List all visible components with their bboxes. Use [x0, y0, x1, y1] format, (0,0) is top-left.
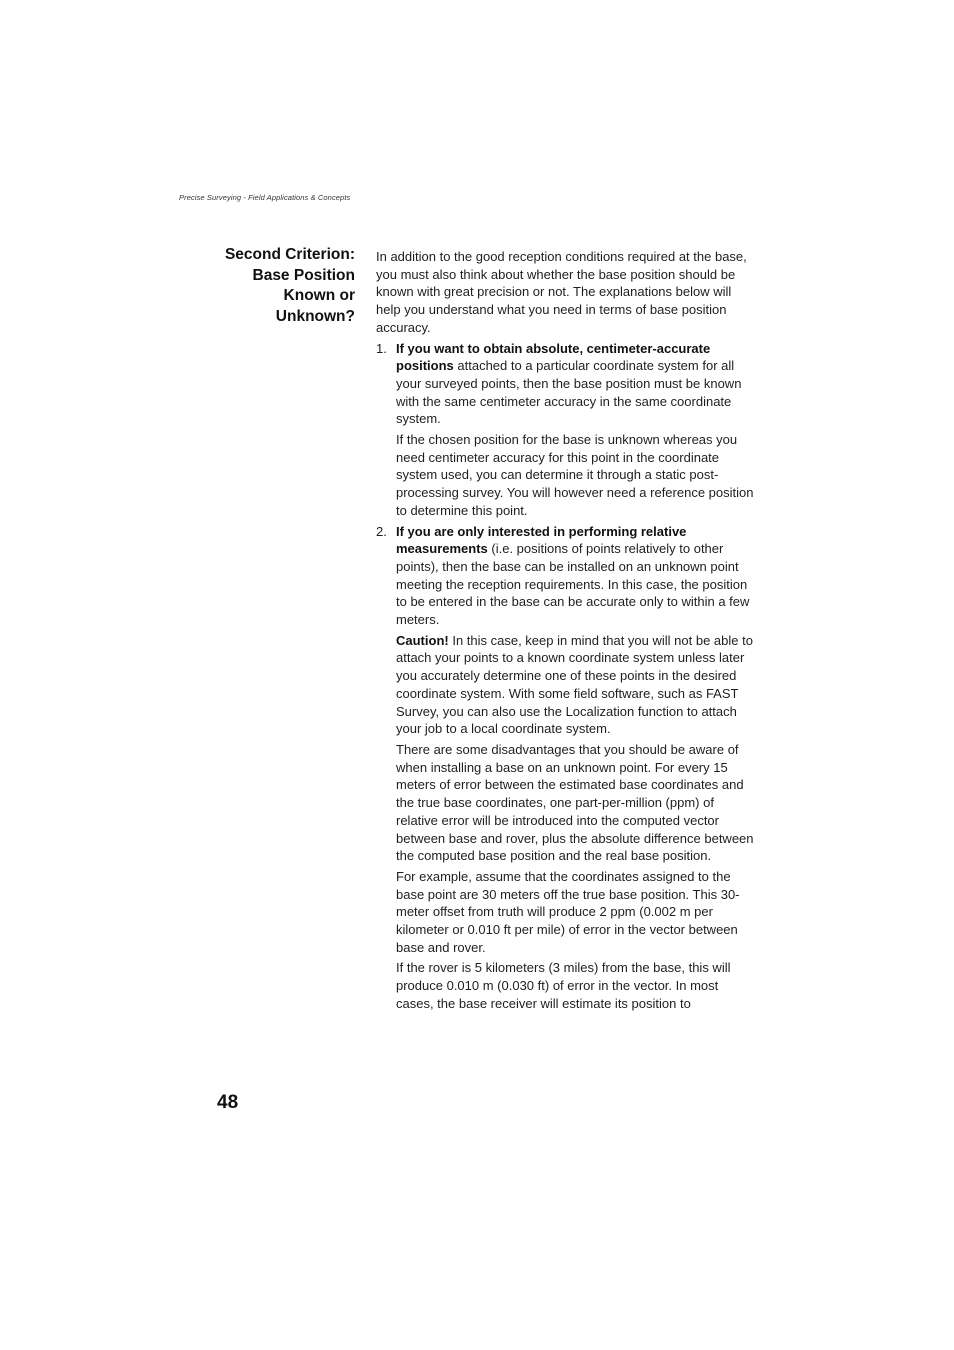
section-heading-line: Second Criterion: — [224, 246, 355, 263]
list-item — [376, 340, 756, 520]
list-item-number: 1. — [376, 340, 387, 356]
list-item-lead-bold: If you are only interested in performing relative measurements — [396, 523, 687, 557]
list-item-number: 2. — [376, 523, 387, 539]
page-number: 48 — [217, 1092, 239, 1113]
body-column — [376, 248, 756, 1016]
section-heading-line: Base Position — [252, 266, 355, 284]
list-item-lead-text: attached to a particular coordinate system for all your surveyed points, then the base position must be known with the same centimeter accuracy in the same coordinate system. — [396, 358, 742, 427]
list-item-lead-paragraph — [396, 340, 756, 429]
list-item-lead-paragraph — [396, 523, 756, 629]
running-header: Precise Surveying - Field Applications & Concepts — [179, 193, 351, 202]
list-item-paragraph: If the rover is 5 kilometers (3 miles) from the base, this will produce 0.010 m (0.030 ft) of error in the vector. In most cases, the base receiver will estimate its position to — [396, 960, 731, 1011]
list-item-paragraph: There are some disadvantages that you should be aware of when installing a base on an unknown point. For every 15 meters of error between the estimated base coordinates and the true base coordinates, one part-per-million (ppm) of relative error will be introduced into the computed vector between base and rover, plus the absolute difference between the computed base position and the real base position. — [396, 741, 754, 864]
list-item-lead-bold: If you want to obtain absolute, centimeter-accurate positions — [396, 340, 711, 374]
list-item-lead-text: (i.e. positions of points relatively to other points), then the base can be installed on an unknown point meeting the reception requirements. In this case, the position to be entered in the base can be accurate only to within a few meters. — [396, 541, 750, 628]
section-heading — [150, 245, 355, 327]
section-heading-line: Unknown? — [275, 307, 355, 325]
list-item-paragraph: For example, assume that the coordinates assigned to the base point are 30 meters off the true base position. This 30-meter offset from truth will produce 2 ppm (0.002 m per kilometer or 0.010 ft per mile) of error in the vector between base and rover. — [396, 868, 740, 955]
intro-paragraph: In addition to the good reception conditions required at the base, you must also think about whether the base position should be known with great precision or not. The explanations below will help you understand what you need in terms of base position accuracy. — [376, 249, 747, 335]
caution-text: In this case, keep in mind that you will not be able to attach your points to a known coordinate system unless later you accurately determine one of these points in the desired coordinate system. With some field software, such as FAST Survey, you can also use the Localization function to attach your job to a local coordinate system. — [396, 632, 753, 737]
caution-label: Caution! — [396, 632, 449, 648]
list-item — [376, 523, 756, 1013]
list-item-paragraph: If the chosen position for the base is unknown whereas you need centimeter accuracy for this point in the coordinate system used, you can determine it through a static post-processing survey. You will however need a reference position to determine this point. — [396, 432, 754, 518]
caution-paragraph — [396, 632, 756, 738]
section-heading-line: Known or — [283, 287, 355, 304]
